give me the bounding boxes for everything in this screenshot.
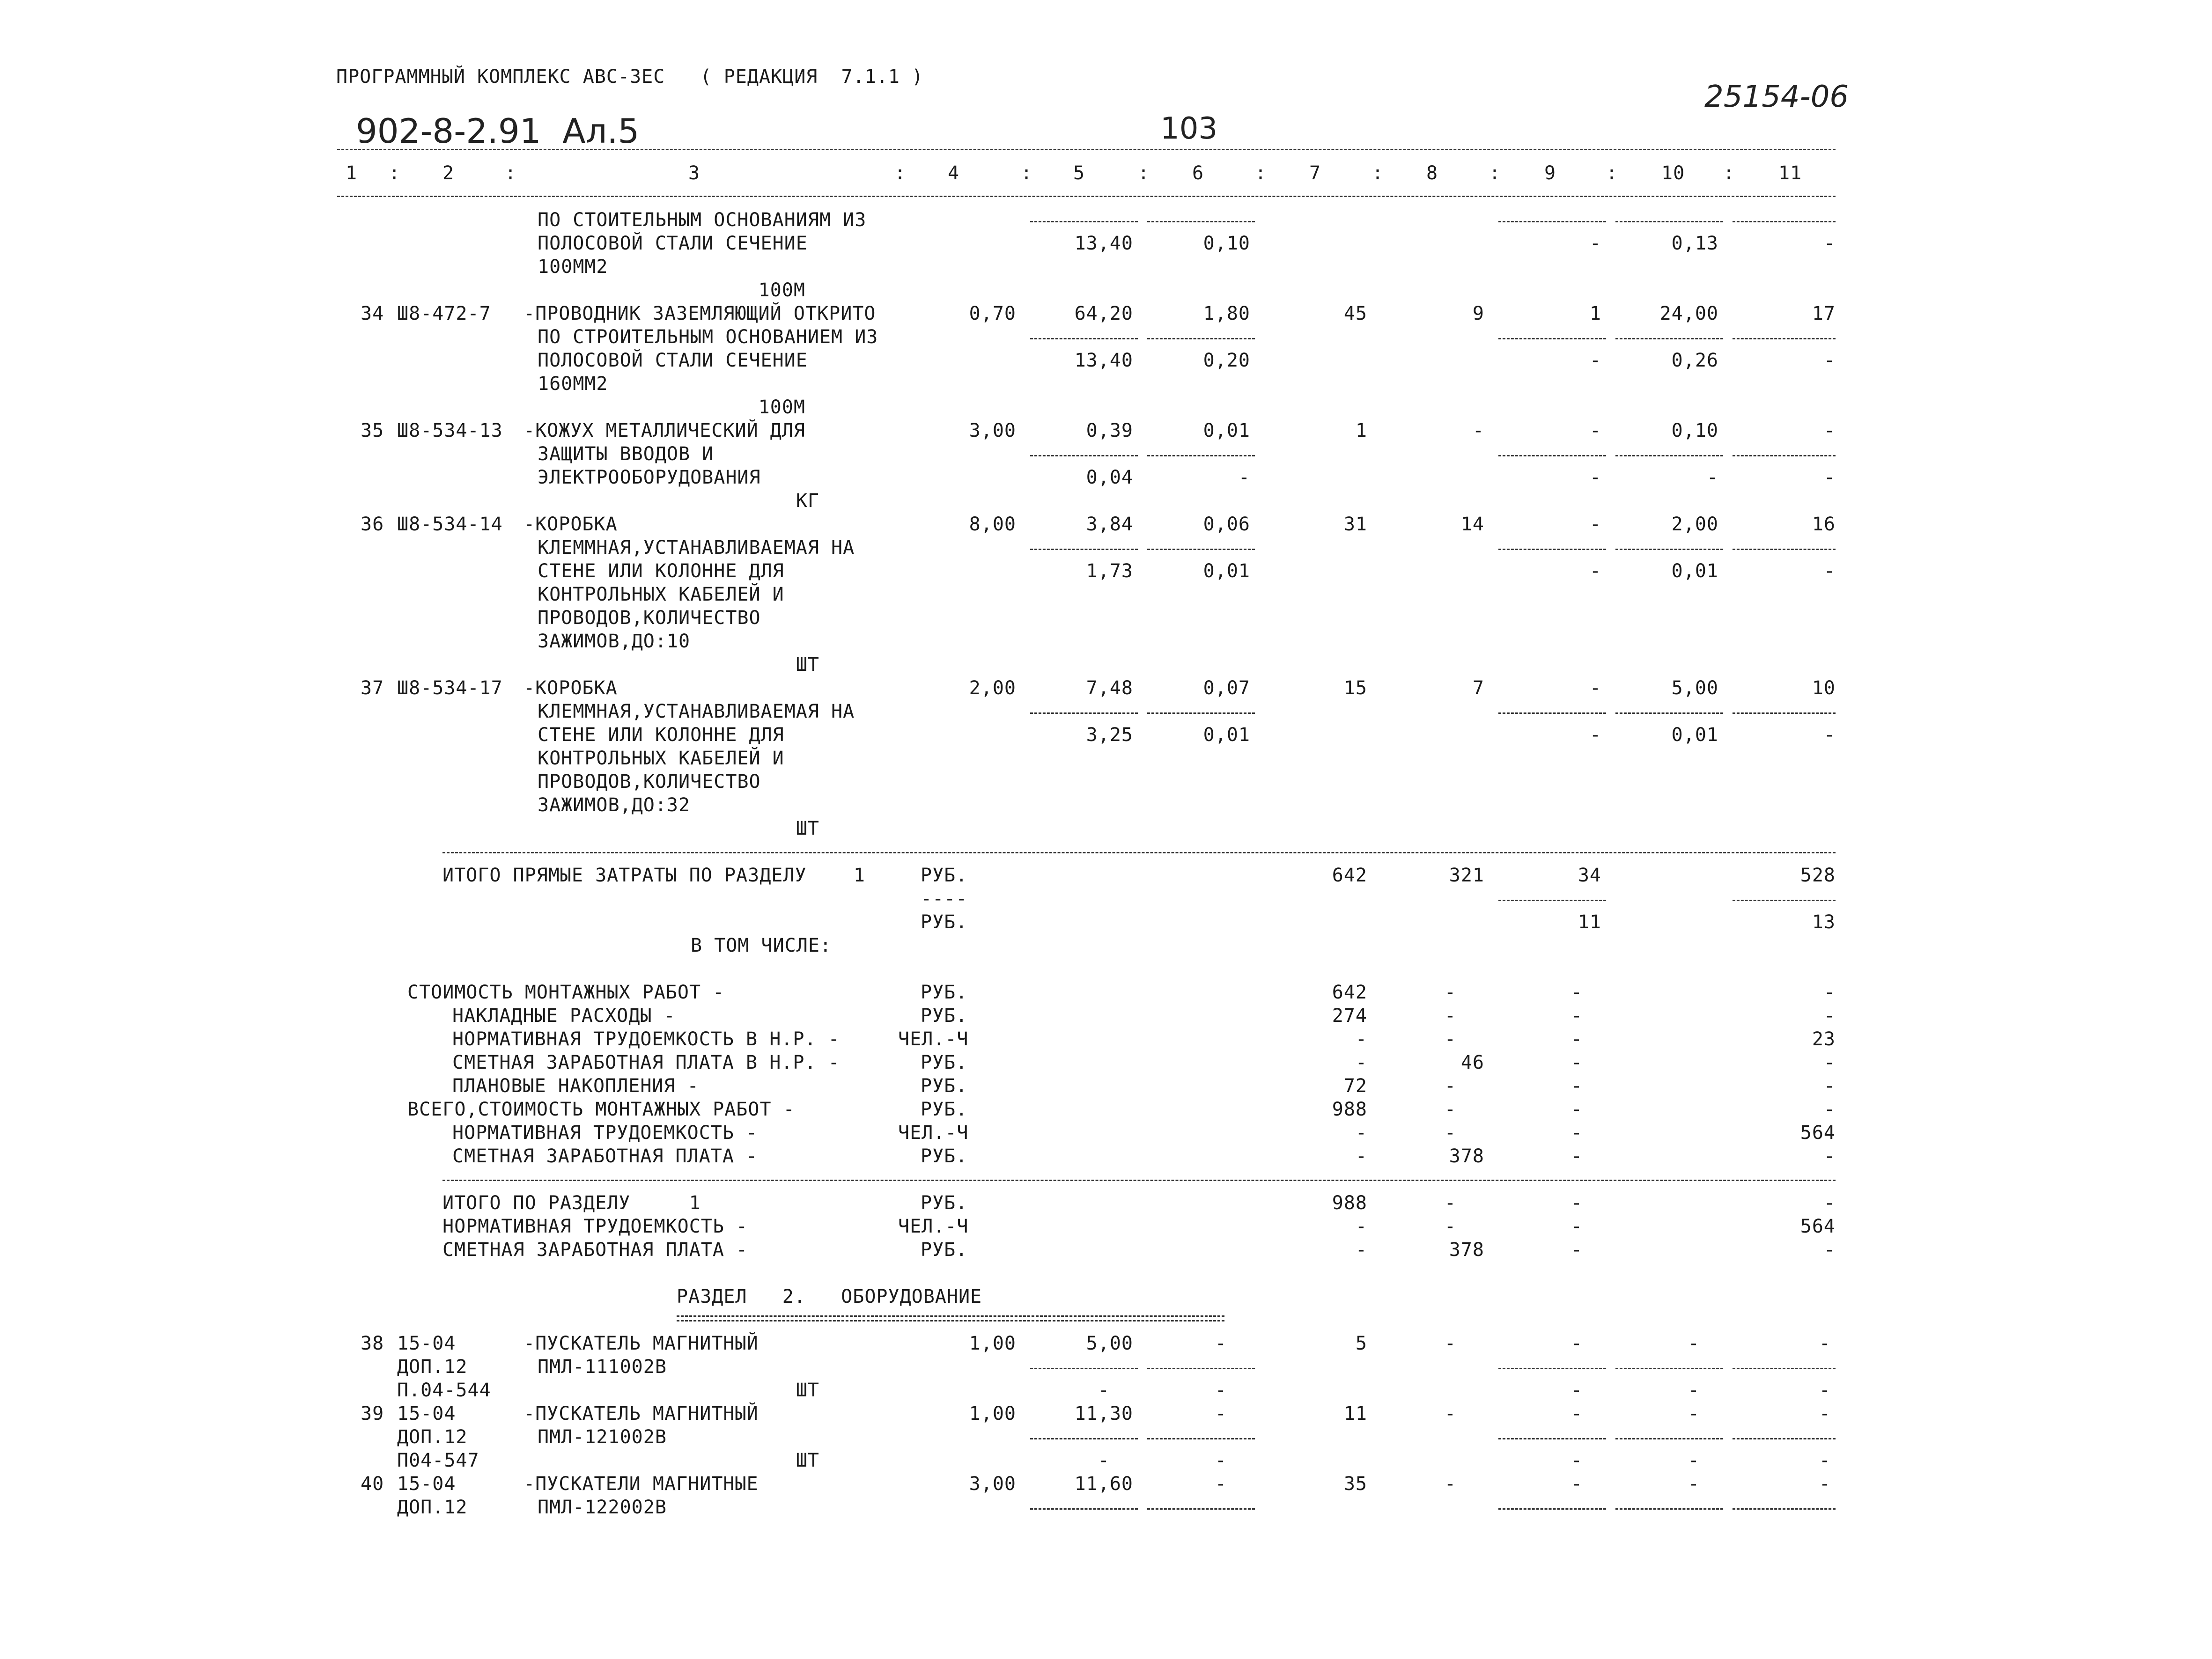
cell-c9: - (1589, 724, 1601, 746)
row-number: 40 (361, 1473, 384, 1495)
unit-label: РУБ. (921, 1192, 968, 1214)
col-header-3: 3 (688, 162, 700, 184)
item-description: ЗАЖИМОВ,ДО:32 (538, 794, 691, 816)
cell-c11: - (1823, 724, 1836, 746)
cell-c11: - (1823, 1145, 1836, 1167)
cell-c6: 1,80 (1203, 303, 1250, 324)
cell-c11: - (1823, 560, 1836, 582)
item-description: -КОРОБКА (524, 677, 618, 699)
item-description: ЗАЩИТЫ ВВОДОВ И (538, 443, 714, 465)
item-description: -КОЖУХ МЕТАЛЛИЧЕСКИЙ ДЛЯ (524, 420, 805, 441)
price-code: ДОП.12 (397, 1426, 468, 1448)
breakdown-label: ВСЕГО,СТОИМОСТЬ МОНТАЖНЫХ РАБОТ - (407, 1099, 795, 1120)
cell-c9: - (1571, 1239, 1583, 1261)
unit-label: ЧЕЛ.-Ч (898, 1028, 969, 1050)
col-header-7: 7 (1309, 162, 1321, 184)
cell-c9: - (1571, 1052, 1583, 1073)
item-description: СТЕНЕ ИЛИ КОЛОННЕ ДЛЯ (538, 560, 784, 582)
cell-c9: - (1571, 1099, 1583, 1120)
row-number: 38 (361, 1333, 384, 1354)
col-header-1: 1 (346, 162, 358, 184)
unit-label: ЧЕЛ.-Ч (898, 1216, 969, 1237)
cell-c9: 11 (1578, 911, 1601, 933)
unit-label: ЧЕЛ.-Ч (898, 1122, 969, 1144)
cell-c6: - (1215, 1333, 1227, 1354)
cell-c9: - (1589, 420, 1601, 441)
cell-c11: 564 (1800, 1216, 1836, 1237)
item-description: ПМЛ-111002В (538, 1356, 667, 1378)
unit-label: РУБ. (921, 1239, 968, 1261)
breakdown-label: СТОИМОСТЬ МОНТАЖНЫХ РАБОТ - (407, 982, 725, 1003)
cell-c5: 13,40 (1074, 233, 1133, 254)
cell-c6: 0,01 (1203, 420, 1250, 441)
row-number: 37 (361, 677, 384, 699)
cell-c7: - (1355, 1052, 1367, 1073)
cell-c11: - (1823, 982, 1836, 1003)
unit-label: ШТ (796, 654, 819, 675)
cell-c9: - (1571, 1005, 1583, 1027)
cell-c6: 0,10 (1203, 233, 1250, 254)
item-description: КЛЕММНАЯ,УСТАНАВЛИВАЕМАЯ НА (538, 537, 855, 558)
document-page: ПРОГРАММНЫЙ КОМПЛЕКС АВС-3ЕС ( РЕДАКЦИЯ 7.1.1 ) 25154-06 902-8-2.91 Ал.5 103 1 2 3 4 5 6 7 8 9 10 11 : : : : : : : : : : ПО СТОИТЕЛЬНЫМ ОСНОВАНИЯМ ИЗ ПОЛОСОВОЙ СТАЛИ СЕЧЕНИЕ 100ММ2 13,40 0,10 - 0,13 - 100М 34 Ш8-472-7 -ПРОВОДНИК ЗАЗЕМЛЯЮЩИЙ ОТКРИТО ПО СТРОИТЕЛЬНЫМ ОСНОВАНИЕМ ИЗ ПОЛОСОВОЙ СТАЛИ СЕЧЕНИЕ 160ММ2 0,70 64,20 1,80 45 9 1 24,00 17 13,40 0,20 - 0,26 - 100М 35 Ш8-534-13 -КОЖУХ МЕТАЛЛИЧЕСКИЙ ДЛЯ ЗАЩИТЫ ВВОДОВ И ЭЛЕКТРООБОРУДОВАНИЯ 3,00 0,39 0,01 1 - - 0,10 - 0,04 - - - - КГ 36 Ш8-534-14 -КОРОБКА КЛЕММНАЯ,УСТАНАВЛИВАЕМАЯ НА СТЕНЕ ИЛИ КОЛОННЕ ДЛЯ КОНТРОЛЬНЫХ КАБЕЛЕЙ И ПРОВОДОВ,КОЛИЧЕСТВО ЗАЖИМОВ,ДО:10 8,00 3,84 0,06 31 14 - 2,00 16 1,73 0,01 - 0,01 - ШТ 37 Ш8-534-17 -КОРОБКА КЛЕММНАЯ,УСТАНАВЛИВАЕМАЯ НА СТЕНЕ ИЛИ КОЛОННЕ ДЛЯ КОНТРОЛЬНЫХ КАБЕЛЕЙ И ПРОВОДОВ,КОЛИЧЕСТВО ЗАЖИМОВ,ДО:32 2,00 7,48 0,07 15 7 - 5,00 10 3,25 0,01 - 0,01 - ШТ ИТОГО ПРЯМЫЕ ЗАТРАТЫ ПО РАЗДЕЛУ 1 РУБ. ---- 642 321 34 528 РУБ. 11 13 В ТОМ ЧИСЛЕ: СТОИМОСТЬ МОНТАЖНЫХ РАБОТ - РУБ. 642 - - - НАКЛАДНЫЕ РАСХОДЫ - РУБ. 274 - - - НОРМАТИВНАЯ ТРУДОЕМКОСТЬ В Н.Р. - ЧЕЛ.-Ч - - - 23 СМЕТНАЯ ЗАРАБОТНАЯ ПЛАТА В Н.Р. - РУБ. - 46 - - ПЛАНОВЫЕ НАКОПЛЕНИЯ - РУБ. 72 - - - ВСЕГО,СТОИМОСТЬ МОНТАЖНЫХ РАБОТ - РУБ. 988 - - - НОРМАТИВНАЯ ТРУДОЕМКОСТЬ - ЧЕЛ.-Ч - - - 564 СМЕТНАЯ ЗАРАБОТНАЯ ПЛАТА - РУБ. - 378 - - ИТОГО ПО РАЗДЕЛУ 1 РУБ. 988 - - - НОРМАТИВНАЯ ТРУДОЕМКОСТЬ - ЧЕЛ.-Ч - - - 564 СМЕТНАЯ ЗАРАБОТНАЯ ПЛАТА - РУБ. - 378 - - РАЗДЕЛ 2. ОБОРУДОВАНИЕ 38 15-04 ДОП.12 П.04-544 -ПУСКАТЕЛЬ МАГНИТНЫЙ ПМЛ-111002В ШТ 1,00 5,00 - 5 - - - - - - - - - 39 15-04 ДОП.12 П04-547 -ПУСКАТЕЛЬ МАГНИТНЫЙ ПМЛ-121002В ШТ 1,00 11,30 - 11 - - - - - - - - - 40 15-04 ДОП.12 -ПУСКАТЕЛИ МАГНИТНЫЕ ПМЛ-122002В 3,00 11,60 - 35 - - - - (336, 66, 1849, 1518)
unit-label: РУБ. (921, 1052, 968, 1073)
cell-c9: - (1571, 1333, 1583, 1354)
unit-label: ШТ (796, 1450, 819, 1471)
section-title-underline (677, 1315, 1224, 1321)
cell-c5: 11,60 (1074, 1473, 1133, 1495)
cell-c9: - (1571, 1473, 1583, 1495)
totals-label: СМЕТНАЯ ЗАРАБОТНАЯ ПЛАТА - (442, 1239, 748, 1261)
cell-c9: - (1589, 233, 1601, 254)
col-header-10: 10 (1661, 162, 1685, 184)
cell-c11: - (1823, 467, 1836, 488)
cell-c5: 0,04 (1086, 467, 1133, 488)
unit-label: РУБ. (921, 1075, 968, 1097)
cell-c7: 988 (1332, 1192, 1367, 1214)
cell-c11: 10 (1812, 677, 1836, 699)
item-description: ПМЛ-121002В (538, 1426, 667, 1448)
item-description: ПО СТРОИТЕЛЬНЫМ ОСНОВАНИЕМ ИЗ (538, 326, 878, 348)
col-header-2: 2 (442, 162, 455, 184)
price-code: 15-04 (397, 1473, 456, 1495)
unit-label: РУБ. (921, 1005, 968, 1027)
cell-c8: 14 (1460, 514, 1484, 535)
cell-c10: 0,26 (1671, 350, 1718, 371)
price-code: 15-04 (397, 1403, 456, 1424)
album-code: 902-8-2.91 Ал.5 (356, 111, 640, 151)
cell-c9: - (1589, 467, 1601, 488)
section-rule (442, 1180, 1836, 1181)
unit-label: ШТ (796, 1380, 819, 1401)
breakdown-label: НАКЛАДНЫЕ РАСХОДЫ - (452, 1005, 676, 1027)
cell-c7: - (1355, 1145, 1367, 1167)
price-code: Ш8-534-14 (397, 514, 503, 535)
cell-c8: 46 (1460, 1052, 1484, 1073)
cell-c9: - (1589, 350, 1601, 371)
unit-dashes: ---- (921, 888, 968, 910)
cell-c9: - (1571, 1122, 1583, 1144)
cell-c8: 378 (1449, 1239, 1484, 1261)
cell-c5: 0,39 (1086, 420, 1133, 441)
cell-c11: 564 (1800, 1122, 1836, 1144)
cell-c6: - (1238, 467, 1250, 488)
cell-c8: - (1472, 420, 1484, 441)
item-description: КЛЕММНАЯ,УСТАНАВЛИВАЕМАЯ НА (538, 701, 855, 722)
cell-c11: - (1823, 1239, 1836, 1261)
item-description: 160ММ2 (538, 373, 608, 395)
item-description: ПРОВОДОВ,КОЛИЧЕСТВО (538, 771, 761, 793)
cell-c8: - (1444, 1099, 1456, 1120)
price-code: ДОП.12 (397, 1356, 468, 1378)
item-description: ЗАЖИМОВ,ДО:10 (538, 631, 691, 652)
cell-c11: 528 (1800, 865, 1836, 886)
col-header-8: 8 (1426, 162, 1438, 184)
price-code: П04-547 (397, 1450, 479, 1471)
cell-c7: 31 (1343, 514, 1367, 535)
cell-c6: 0,06 (1203, 514, 1250, 535)
cell-c7: 72 (1343, 1075, 1367, 1097)
unit-label: РУБ. (921, 911, 968, 933)
cell-c6: - (1215, 1450, 1227, 1471)
item-description: ПОЛОСОВОЙ СТАЛИ СЕЧЕНИЕ (538, 350, 808, 371)
unit-label: 100М (758, 396, 805, 418)
price-code: Ш8-472-7 (397, 303, 491, 324)
row-number: 39 (361, 1403, 384, 1424)
item-description: -ПУСКАТЕЛЬ МАГНИТНЫЙ (524, 1333, 759, 1354)
breakdown-label: ПЛАНОВЫЕ НАКОПЛЕНИЯ - (452, 1075, 699, 1097)
item-description: ПО СТОИТЕЛЬНЫМ ОСНОВАНИЯМ ИЗ (538, 209, 867, 231)
cell-c11: 13 (1812, 911, 1836, 933)
cell-c9: - (1571, 1216, 1583, 1237)
cell-c8: - (1444, 1122, 1456, 1144)
col-header-6: 6 (1192, 162, 1204, 184)
col-header-5: 5 (1073, 162, 1085, 184)
cell-c5: - (1098, 1380, 1110, 1401)
cell-c5: 3,84 (1086, 514, 1133, 535)
cell-c10: - (1688, 1450, 1700, 1471)
cell-c9: - (1589, 677, 1601, 699)
cell-c11: - (1823, 420, 1836, 441)
cell-c9: - (1571, 1450, 1583, 1471)
cell-c5: 3,25 (1086, 724, 1133, 746)
cell-c7: 45 (1343, 303, 1367, 324)
item-description: -ПУСКАТЕЛЬ МАГНИТНЫЙ (524, 1403, 759, 1424)
cell-c7: - (1355, 1216, 1367, 1237)
cell-c10: - (1688, 1380, 1700, 1401)
cell-c10: - (1688, 1473, 1700, 1495)
cell-c11: 17 (1812, 303, 1836, 324)
cell-c10: - (1688, 1403, 1700, 1424)
cell-c5: 13,40 (1074, 350, 1133, 371)
cell-c11: - (1819, 1380, 1831, 1401)
cell-c9: - (1571, 1192, 1583, 1214)
item-description: -ПРОВОДНИК ЗАЗЕМЛЯЮЩИЙ ОТКРИТО (524, 303, 876, 324)
cell-c10: - (1706, 467, 1718, 488)
breakdown-label: НОРМАТИВНАЯ ТРУДОЕМКОСТЬ - (452, 1122, 758, 1144)
cell-c8: - (1444, 1192, 1456, 1214)
cell-c5: 11,30 (1074, 1403, 1133, 1424)
col-header-4: 4 (948, 162, 960, 184)
col-header-9: 9 (1544, 162, 1556, 184)
cell-c8: - (1444, 1028, 1456, 1050)
cell-c7: - (1355, 1122, 1367, 1144)
cell-c9: - (1571, 1403, 1583, 1424)
cell-c9: - (1571, 1380, 1583, 1401)
cell-c9: - (1571, 1145, 1583, 1167)
cell-c7: 642 (1332, 982, 1367, 1003)
cell-c10: 0,01 (1671, 724, 1718, 746)
cell-c9: 34 (1578, 865, 1601, 886)
item-description: ЭЛЕКТРООБОРУДОВАНИЯ (538, 467, 761, 488)
cell-c11: - (1819, 1450, 1831, 1471)
cell-c10: 0,10 (1671, 420, 1718, 441)
totals-label: ИТОГО ПО РАЗДЕЛУ 1 (442, 1192, 701, 1214)
cell-c7: 1 (1355, 420, 1367, 441)
header-rule-top (337, 149, 1836, 150)
cell-c7: 988 (1332, 1099, 1367, 1120)
cell-c6: 0,20 (1203, 350, 1250, 371)
direct-costs-label: ИТОГО ПРЯМЫЕ ЗАТРАТЫ ПО РАЗДЕЛУ 1 (442, 865, 865, 886)
cell-c11: - (1819, 1403, 1831, 1424)
cell-c8: 321 (1449, 865, 1484, 886)
cell-c11: - (1823, 1099, 1836, 1120)
cell-c6: 0,01 (1203, 724, 1250, 746)
unit-label: ШТ (796, 818, 819, 839)
cell-c7: 15 (1343, 677, 1367, 699)
cell-c9: - (1571, 982, 1583, 1003)
cell-c5: 7,48 (1086, 677, 1133, 699)
cell-c7: 274 (1332, 1005, 1367, 1027)
col-header-11: 11 (1778, 162, 1802, 184)
cell-c5: 64,20 (1074, 303, 1133, 324)
cell-c7: 642 (1332, 865, 1367, 886)
cell-c6: - (1215, 1403, 1227, 1424)
cell-c4: 8,00 (969, 514, 1016, 535)
unit-label: РУБ. (921, 1145, 968, 1167)
cell-c11: - (1819, 1333, 1831, 1354)
page-number: 103 (1160, 111, 1218, 146)
cell-c10: 0,01 (1671, 560, 1718, 582)
cell-c7: - (1355, 1028, 1367, 1050)
cell-c7: 35 (1343, 1473, 1367, 1495)
row-number: 35 (361, 420, 384, 441)
item-description: КОНТРОЛЬНЫХ КАБЕЛЕЙ И (538, 748, 784, 769)
price-code: Ш8-534-17 (397, 677, 503, 699)
cell-c10: 24,00 (1659, 303, 1718, 324)
cell-c10: 2,00 (1671, 514, 1718, 535)
item-description: ПМЛ-122002В (538, 1497, 667, 1518)
item-description: КОНТРОЛЬНЫХ КАБЕЛЕЙ И (538, 584, 784, 605)
cell-c7: 11 (1343, 1403, 1367, 1424)
row-number: 36 (361, 514, 384, 535)
cell-c4: 1,00 (969, 1333, 1016, 1354)
item-description: СТЕНЕ ИЛИ КОЛОННЕ ДЛЯ (538, 724, 784, 746)
price-code: Ш8-534-13 (397, 420, 503, 441)
cell-c11: - (1823, 1075, 1836, 1097)
cell-c8: 9 (1472, 303, 1484, 324)
including-label: В ТОМ ЧИСЛЕ: (691, 935, 832, 956)
cell-c9: - (1571, 1075, 1583, 1097)
section-title: РАЗДЕЛ 2. ОБОРУДОВАНИЕ (677, 1286, 982, 1307)
cell-c9: - (1571, 1028, 1583, 1050)
unit-label: РУБ. (921, 865, 968, 886)
cell-c8: 378 (1449, 1145, 1484, 1167)
handwritten-code: 25154-06 (1704, 80, 1849, 114)
cell-c5: 5,00 (1086, 1333, 1133, 1354)
price-code: 15-04 (397, 1333, 456, 1354)
cell-c8: - (1444, 1075, 1456, 1097)
price-code: П.04-544 (397, 1380, 491, 1401)
cell-c11: - (1819, 1473, 1831, 1495)
unit-label: РУБ. (921, 982, 968, 1003)
item-description: 100ММ2 (538, 256, 608, 278)
cell-c4: 2,00 (969, 677, 1016, 699)
cell-c8: - (1444, 1403, 1456, 1424)
cell-c8: - (1444, 1333, 1456, 1354)
cell-c9: - (1589, 560, 1601, 582)
cell-c6: 0,07 (1203, 677, 1250, 699)
cell-c8: - (1444, 1216, 1456, 1237)
item-description: ПОЛОСОВОЙ СТАЛИ СЕЧЕНИЕ (538, 233, 808, 254)
breakdown-label: НОРМАТИВНАЯ ТРУДОЕМКОСТЬ В Н.Р. - (452, 1028, 840, 1050)
cell-c11: 16 (1812, 514, 1836, 535)
cell-c8: - (1444, 1005, 1456, 1027)
breakdown-label: СМЕТНАЯ ЗАРАБОТНАЯ ПЛАТА В Н.Р. - (452, 1052, 840, 1073)
cell-c5: 1,73 (1086, 560, 1133, 582)
header-rule-bottom (337, 196, 1836, 197)
program-header: ПРОГРАММНЫЙ КОМПЛЕКС АВС-3ЕС ( РЕДАКЦИЯ 7.1.1 ) (336, 66, 924, 88)
cell-c4: 3,00 (969, 1473, 1016, 1495)
cell-c4: 3,00 (969, 420, 1016, 441)
cell-c9: 1 (1589, 303, 1601, 324)
cell-c11: - (1823, 1192, 1836, 1214)
cell-c10: 0,13 (1671, 233, 1718, 254)
cell-c11: 23 (1812, 1028, 1836, 1050)
cell-c8: - (1444, 1473, 1456, 1495)
cell-c11: - (1823, 350, 1836, 371)
item-description: -КОРОБКА (524, 514, 618, 535)
cell-c6: 0,01 (1203, 560, 1250, 582)
row-number: 34 (361, 303, 384, 324)
cell-c9: - (1589, 514, 1601, 535)
section-rule (442, 852, 1836, 853)
cell-c10: 5,00 (1671, 677, 1718, 699)
cell-c7: 5 (1355, 1333, 1367, 1354)
cell-c6: - (1215, 1473, 1227, 1495)
unit-label: КГ (796, 490, 819, 512)
cell-c4: 1,00 (969, 1403, 1016, 1424)
unit-label: 100М (758, 279, 805, 301)
cell-c11: - (1823, 1005, 1836, 1027)
unit-label: РУБ. (921, 1099, 968, 1120)
price-code: ДОП.12 (397, 1497, 468, 1518)
cell-c4: 0,70 (969, 303, 1016, 324)
totals-label: НОРМАТИВНАЯ ТРУДОЕМКОСТЬ - (442, 1216, 748, 1237)
item-description: -ПУСКАТЕЛИ МАГНИТНЫЕ (524, 1473, 759, 1495)
breakdown-label: СМЕТНАЯ ЗАРАБОТНАЯ ПЛАТА - (452, 1145, 758, 1167)
cell-c6: - (1215, 1380, 1227, 1401)
cell-c10: - (1688, 1333, 1700, 1354)
cell-c7: - (1355, 1239, 1367, 1261)
cell-c8: 7 (1472, 677, 1484, 699)
cell-c5: - (1098, 1450, 1110, 1471)
item-description: ПРОВОДОВ,КОЛИЧЕСТВО (538, 607, 761, 629)
cell-c8: - (1444, 982, 1456, 1003)
cell-c11: - (1823, 1052, 1836, 1073)
cell-c11: - (1823, 233, 1836, 254)
